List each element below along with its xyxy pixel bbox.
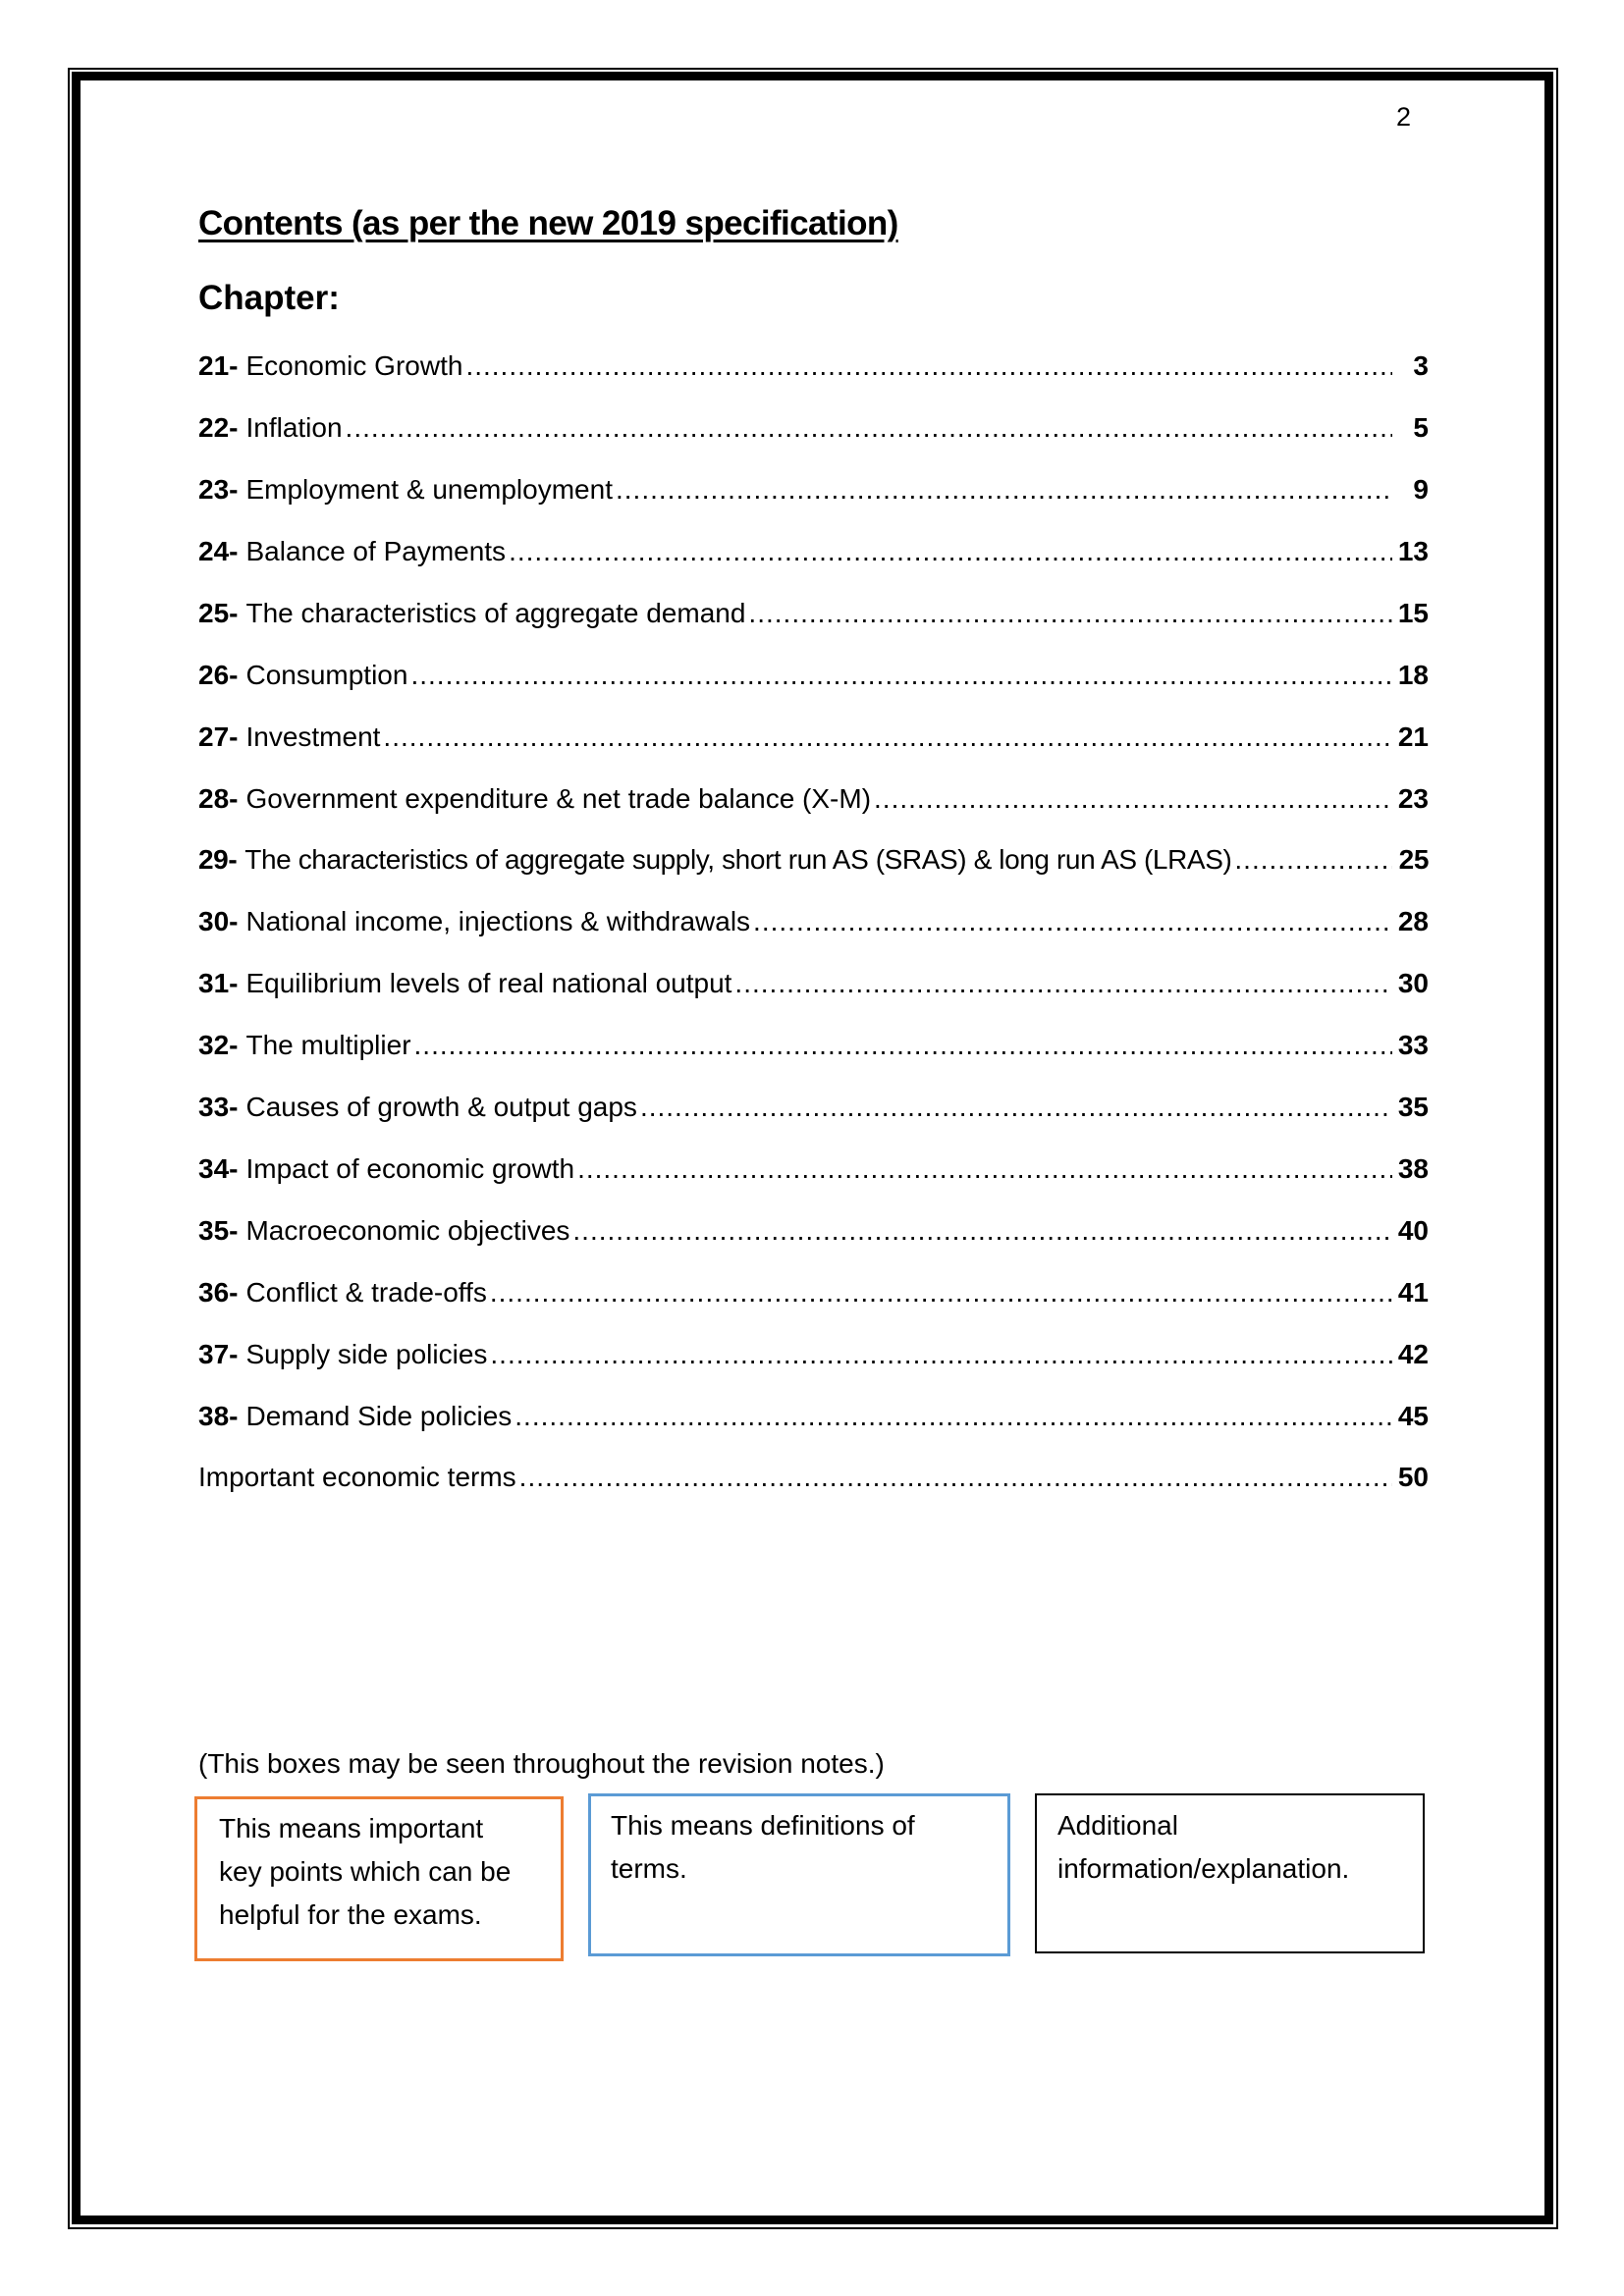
toc-chapter-title: The characteristics of aggregate demand [245,598,746,628]
legend-text-line: This means important [219,1813,484,1843]
toc-chapter-number: 35- [198,1215,239,1246]
dot-leader [572,1217,1392,1245]
toc-page-number: 21 [1397,721,1429,752]
dot-leader [640,1094,1392,1121]
toc-page-number: 18 [1397,660,1429,690]
legend-text-line: key points which can be [219,1856,512,1887]
legend-box-additional [1035,1793,1425,1953]
toc-entry-26[interactable] [198,662,1429,691]
legend-text-line: terms. [611,1853,687,1884]
toc-entry-35[interactable] [198,1217,1429,1247]
toc-entry-25[interactable] [198,600,1429,629]
toc-chapter-title: Employment & unemployment [245,474,613,505]
toc-page-number: 35 [1397,1092,1429,1122]
dot-leader [577,1155,1392,1183]
toc-chapter-number: 27- [198,721,239,752]
toc-entry-34[interactable] [198,1155,1429,1185]
toc-chapter-number: 26- [198,660,239,690]
toc-chapter-number: 28- [198,783,239,814]
dot-leader [874,785,1392,813]
toc-page-number: 45 [1397,1401,1429,1431]
legend-box-definitions [588,1793,1010,1956]
toc-entry-24[interactable] [198,538,1429,567]
toc-page-number: 40 [1397,1215,1429,1246]
dot-leader [509,538,1392,565]
dot-leader [465,352,1392,380]
toc-page-number: 3 [1413,350,1429,381]
toc-page-number: 42 [1397,1339,1429,1369]
dot-leader [748,600,1392,627]
toc-chapter-number: 32- [198,1030,239,1060]
toc-chapter-number: 30- [198,906,239,936]
toc-chapter-title: The multiplier [245,1030,411,1060]
toc-page-number: 38 [1397,1153,1429,1184]
toc-chapter-number: 23- [198,474,239,505]
toc-entry-21[interactable] [198,352,1429,382]
toc-chapter-number: 31- [198,968,239,998]
toc-page-number: 15 [1397,598,1429,628]
toc-chapter-number: 22- [198,412,239,443]
toc-chapter-title: The characteristics of aggregate supply, short run AS (SRAS) & long run AS (LRAS) [244,844,1232,875]
dot-leader [519,1464,1392,1491]
legend-text-line: Additional [1057,1810,1178,1841]
dot-leader [514,1403,1392,1430]
toc-entry-37[interactable] [198,1341,1429,1370]
dot-leader [346,414,1392,442]
toc-entry-38[interactable] [198,1403,1429,1432]
toc-entry-36[interactable] [198,1279,1429,1308]
toc-entry-32[interactable] [198,1032,1429,1061]
page-number: 2 [1396,102,1412,132]
toc-page-number: 28 [1397,906,1429,936]
toc-entry-23[interactable] [198,476,1429,506]
toc-page-number: 33 [1397,1030,1429,1060]
toc-page-number: 9 [1413,474,1429,505]
toc-entry-31[interactable] [198,970,1429,999]
toc-chapter-title: Investment [245,721,381,752]
toc-page-number: 23 [1397,783,1429,814]
legend-text-line: This means definitions of [611,1810,915,1841]
toc-page-number: 50 [1397,1462,1429,1492]
toc-entry-important-terms[interactable] [198,1464,1429,1493]
dot-leader [1234,846,1392,874]
toc-chapter-title: Causes of growth & output gaps [245,1092,637,1122]
toc-chapter-title: Supply side policies [245,1339,488,1369]
toc-page-number: 5 [1413,412,1429,443]
legend-text-line: helpful for the exams. [219,1899,482,1930]
toc-chapter-number: 33- [198,1092,239,1122]
toc-chapter-number: 24- [198,536,239,566]
legend-text-line: information/explanation. [1057,1853,1350,1884]
dot-leader [410,662,1392,689]
legend-box-important [194,1796,564,1961]
toc-entry-28[interactable] [198,785,1429,815]
toc-chapter-title: Demand Side policies [245,1401,513,1431]
toc-chapter-title: Macroeconomic objectives [245,1215,570,1246]
dot-leader [616,476,1392,504]
toc-page-number: 41 [1397,1277,1429,1308]
toc-chapter-title: National income, injections & withdrawals [245,906,751,936]
toc-chapter-title: Conflict & trade-offs [245,1277,487,1308]
dot-leader [383,723,1392,751]
legend-caption: (This boxes may be seen throughout the revision notes.) [198,1748,885,1779]
toc-chapter-title: Impact of economic growth [245,1153,575,1184]
toc-chapter-number: 21- [198,350,239,381]
dot-leader [490,1279,1392,1307]
toc-entry-27[interactable] [198,723,1429,753]
toc-entry-29[interactable] [198,846,1429,876]
dot-leader [753,908,1392,935]
toc-chapter-title: Economic Growth [245,350,463,381]
toc-chapter-number: 37- [198,1339,239,1369]
toc-page-number: 30 [1397,968,1429,998]
toc-chapter-number: 34- [198,1153,239,1184]
toc-entry-30[interactable] [198,908,1429,937]
toc-chapter-number: 38- [198,1401,239,1431]
toc-chapter-title: Government expenditure & net trade balance (X-M) [245,783,872,814]
toc-chapter-title: Consumption [245,660,408,690]
toc-entry-22[interactable] [198,414,1429,444]
toc-chapter-title: Important economic terms [198,1462,516,1492]
toc-chapter-number: 29- [198,844,238,875]
toc-page-number: 13 [1397,536,1429,566]
toc-entry-33[interactable] [198,1094,1429,1123]
contents-title: Contents (as per the new 2019 specification) [198,204,898,242]
chapter-heading: Chapter: [198,279,340,317]
dot-leader [414,1032,1392,1059]
toc-chapter-title: Balance of Payments [245,536,507,566]
toc-chapter-title: Equilibrium levels of real national output [245,968,732,998]
toc-chapter-number: 25- [198,598,239,628]
toc-chapter-number: 36- [198,1277,239,1308]
dot-leader [734,970,1392,997]
toc-chapter-title: Inflation [245,412,343,443]
toc-page-number: 25 [1398,844,1429,875]
dot-leader [490,1341,1392,1368]
